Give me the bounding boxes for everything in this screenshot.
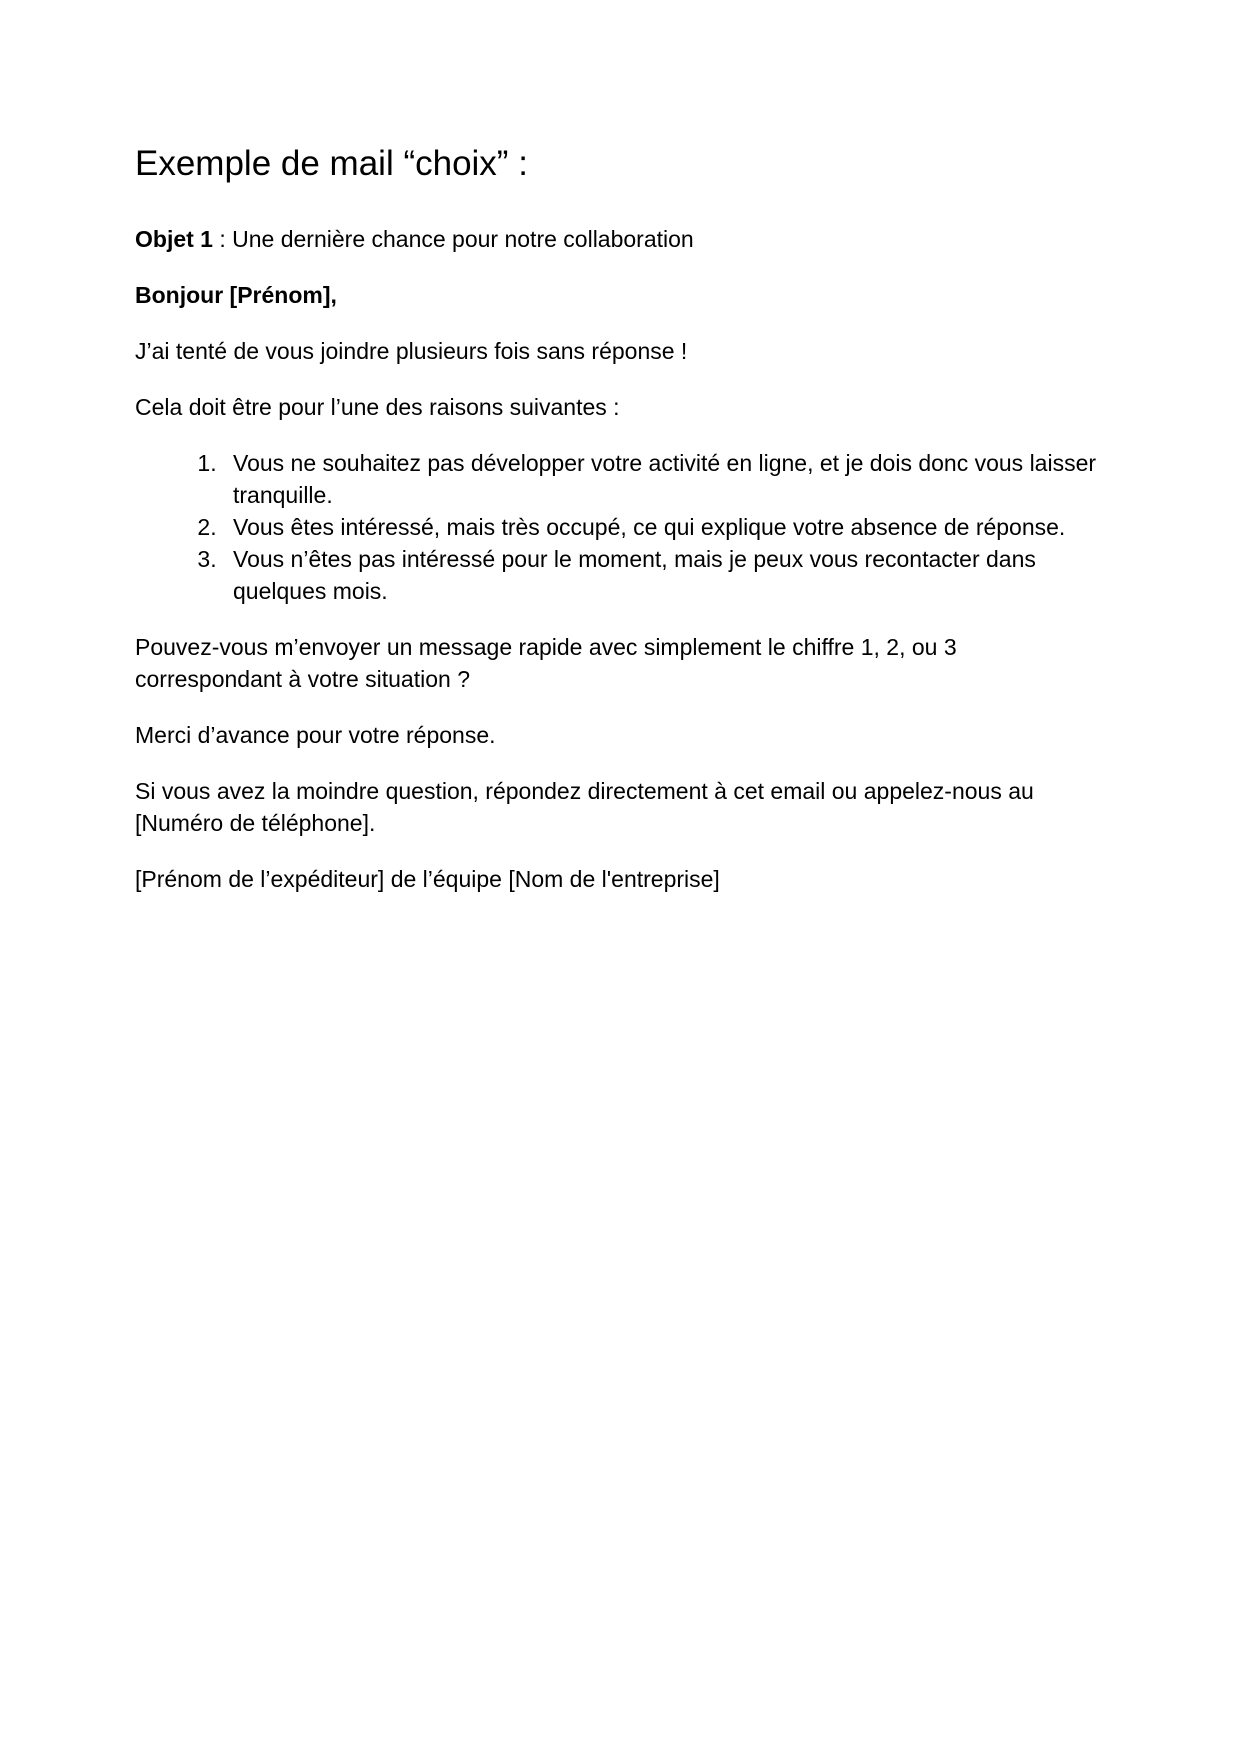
paragraph-reasons-intro: Cela doit être pour l’une des raisons suivantes : — [135, 394, 620, 420]
paragraph-intro: J’ai tenté de vous joindre plusieurs fois sans réponse ! — [135, 338, 688, 364]
list-item-reason-1: 1. Vous ne souhaitez pas développer votre activité en ligne, et je dois donc vous laisser tranquille. — [223, 447, 1107, 511]
document-content — [135, 143, 1107, 919]
paragraph-thanks: Merci d’avance pour votre réponse. — [135, 722, 496, 748]
page-title: Exemple de mail “choix” : — [135, 144, 528, 183]
list-item-reason-2: 2. Vous êtes intéressé, mais très occupé, ce qui explique votre absence de réponse. — [223, 511, 1107, 543]
subject-line — [135, 223, 1107, 255]
greeting-line: Bonjour [Prénom], — [135, 282, 337, 308]
subject-label: Objet 1 — [135, 226, 213, 252]
paragraph-ask: Pouvez-vous m’envoyer un message rapide avec simplement le chiffre 1, 2, ou 3 correspondant à votre situation ? — [135, 634, 957, 692]
paragraph-contact: Si vous avez la moindre question, répondez directement à cet email ou appelez-nous au [Numéro de téléphone]. — [135, 778, 1034, 836]
reasons-list — [135, 447, 1107, 607]
subject-text: : Une dernière chance pour notre collaboration — [212, 226, 694, 252]
paragraph-signature: [Prénom de l’expéditeur] de l’équipe [Nom de l'entreprise] — [135, 866, 720, 892]
list-item-reason-3: 3. Vous n’êtes pas intéressé pour le moment, mais je peux vous recontacter dans quelques mois. — [223, 543, 1107, 607]
